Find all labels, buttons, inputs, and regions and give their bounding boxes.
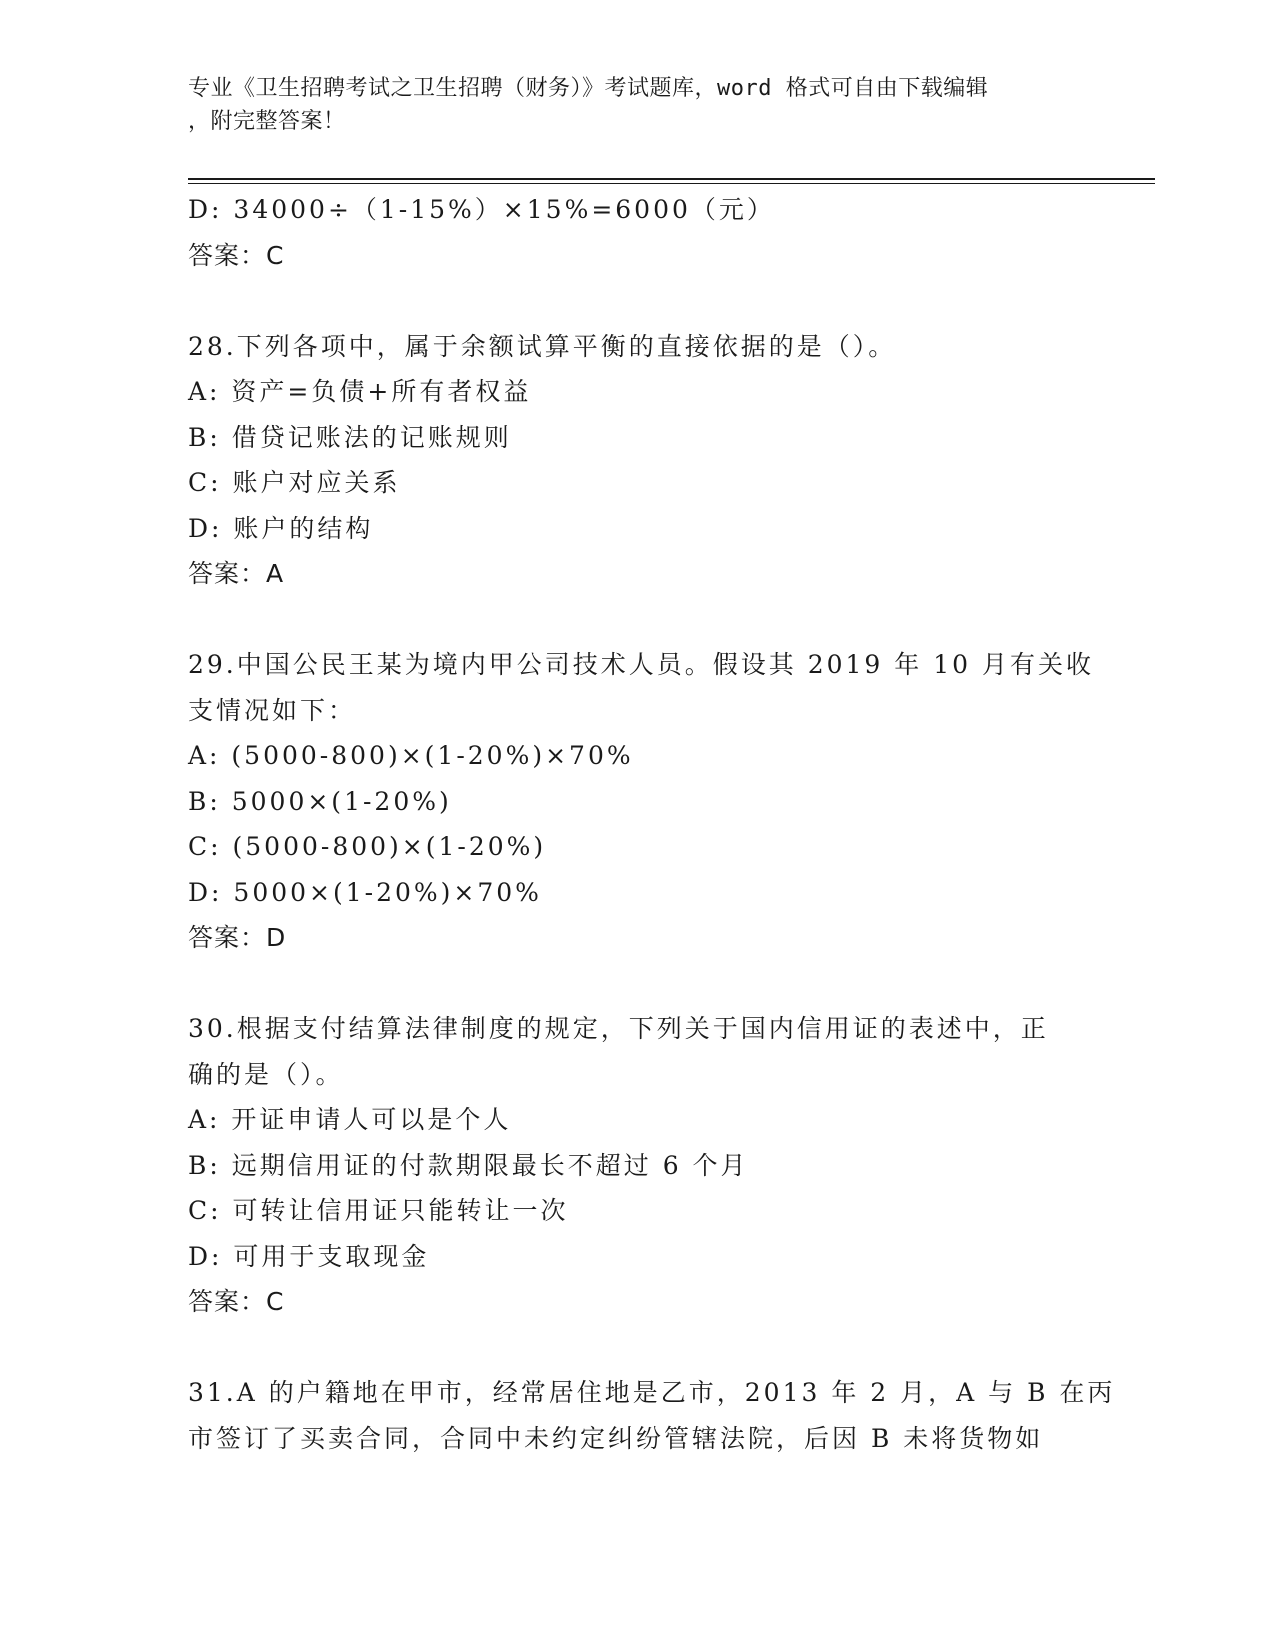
answer-label: 答案：C	[188, 240, 285, 270]
question-stem-line-2: 支情况如下：	[188, 695, 357, 725]
spacer	[188, 961, 1088, 1007]
question-27-tail	[188, 187, 1088, 278]
option-a: A: 资产=负债+所有者权益	[188, 377, 532, 406]
answer-label: 答案：A	[188, 559, 285, 588]
question-list	[188, 187, 1116, 1461]
question-stem-line-2: 确的是（）。	[188, 1059, 344, 1089]
question-stem: 28.下列各项中，属于余额试算平衡的直接依据的是（）。	[188, 331, 897, 361]
header-divider-thick	[188, 178, 1155, 180]
question-30	[188, 1006, 1088, 1325]
option-c: C: (5000-800)×(1-20%)	[188, 832, 547, 861]
option-d: D: 可用于支取现金	[188, 1241, 430, 1271]
spacer	[188, 597, 1088, 643]
option-c: C: 账户对应关系	[188, 468, 401, 497]
question-29	[188, 642, 1094, 961]
option-d: D: 34000÷（1-15%）×15%=6000（元）	[188, 195, 775, 224]
option-b: B: 5000×(1-20%)	[188, 786, 452, 816]
answer-label: 答案：D	[188, 923, 287, 952]
spacer	[188, 1325, 1088, 1371]
question-stem-line-1: 31.A 的户籍地在甲市，经常居住地是乙市，2013 年 2 月，A 与 B 在丙	[188, 1378, 1116, 1407]
option-c: C: 可转让信用证只能转让一次	[188, 1196, 569, 1225]
option-a: A: 开证申请人可以是个人	[188, 1105, 512, 1134]
spacer	[188, 278, 1088, 324]
option-d: D: 账户的结构	[188, 513, 374, 543]
header-divider-thin	[188, 183, 1155, 184]
header-line-2: ，附完整答案！	[188, 109, 346, 134]
option-b: B: 借贷记账法的记账规则	[188, 422, 512, 452]
option-d: D: 5000×(1-20%)×70%	[188, 877, 542, 907]
answer-label: 答案：C	[188, 1287, 285, 1316]
question-stem-line-1: 30.根据支付结算法律制度的规定，下列关于国内信用证的表述中，正	[188, 1014, 1049, 1043]
header-line-1: 专业《卫生招聘考试之卫生招聘（财务）》考试题库，word 格式可自由下载编辑	[188, 76, 989, 101]
option-a: A: (5000-800)×(1-20%)×70%	[188, 741, 634, 770]
question-stem-line-2: 市签订了买卖合同，合同中未约定纠纷管辖法院，后因 B 未将货物如	[188, 1423, 1044, 1453]
question-stem-line-1: 29.中国公民王某为境内甲公司技术人员。假设其 2019 年 10 月有关收	[188, 650, 1094, 679]
question-31	[188, 1370, 1116, 1461]
question-28	[188, 324, 1088, 597]
document-header	[188, 72, 1068, 138]
option-b: B: 远期信用证的付款期限最长不超过 6 个月	[188, 1150, 749, 1180]
